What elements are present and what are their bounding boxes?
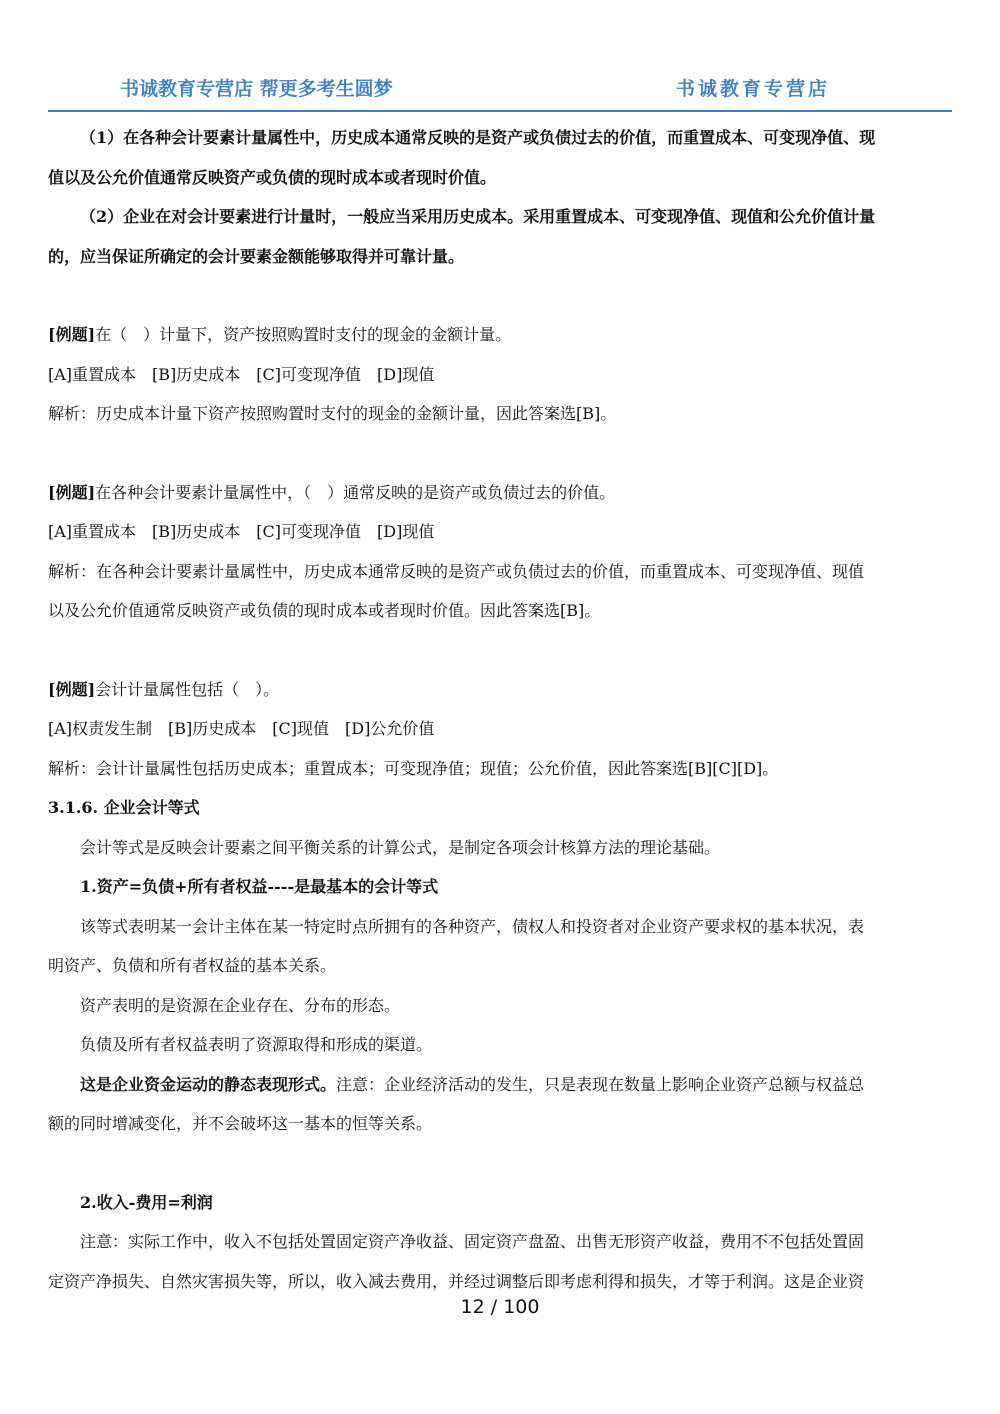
equation-2-para-1a: 注意：实际工作中，收入不包括处置固定资产净收益、固定资产盘盈、出售无形资产收益，费用不不包括处置固 (80, 1232, 865, 1251)
section-intro: 会计等式是反映会计要素之间平衡关系的计算公式，是制定各项会计核算方法的理论基础。 (80, 837, 721, 857)
example-3-question: [例题]会计计量属性包括（ ）。 (48, 679, 280, 699)
equation-2-heading: 2.收入-费用=利润 (80, 1192, 213, 1212)
example-1-options: [A]重置成本 [B]历史成本 [C]可变现净值 [D]现值 (48, 364, 435, 384)
example-1-question: [例题]在（ ）计量下，资产按照购置时支付的现金的金额计量。 (48, 325, 512, 344)
equation-1-para-4b: 额的同时增减变化，并不会破坏这一基本的恒等关系。 (48, 1114, 433, 1133)
header-right-title: 书诚教育专营店 (676, 78, 831, 100)
page-content (48, 118, 952, 1301)
equation-1-para-4a: 这是企业资金运动的静态表现形式。注意：企业经济活动的发生，只是表现在数量上影响企业资产总额与权益总 (80, 1074, 865, 1094)
equation-1-para-1b: 明资产、负债和所有者权益的基本关系。 (48, 956, 337, 975)
example-2-options: [A]重置成本 [B]历史成本 [C]可变现净值 [D]现值 (48, 522, 435, 541)
example-2-answer-b: 以及公允价值通常反映资产或负债的现时成本或者现时价值。因此答案选[B]。 (48, 601, 601, 620)
equation-1-heading: 1.资产=负债+所有者权益----是最基本的会计等式 (80, 877, 439, 896)
equation-2-para-1b: 定资产净损失、自然灾害损失等，所以，收入减去费用，并经过调整后即考虑利得和损失，才等于利润。这是企业资 (48, 1271, 865, 1291)
equation-1-para-1a: 该等式表明某一会计主体在某一特定时点所拥有的各种资产，债权人和投资者对企业资产要求权的基本状况，表 (80, 916, 865, 936)
page-number: 12 / 100 (460, 1296, 540, 1318)
example-1-answer: 解析：历史成本计量下资产按照购置时支付的现金的金额计量，因此答案选[B]。 (48, 404, 617, 423)
example-2-answer-a: 解析：在各种会计要素计量属性中，历史成本通常反映的是资产或负债过去的价值，而重置成本、可变现净值、现值 (48, 561, 865, 581)
paragraph-1b: 值以及公允价值通常反映资产或负债的现时成本或者现时价值。 (48, 167, 497, 187)
equation-1-para-2: 资产表明的是资源在企业存在、分布的形态。 (80, 995, 401, 1015)
paragraph-2b: 的，应当保证所确定的会计要素金额能够取得并可靠计量。 (48, 246, 465, 266)
header-left-title: 书诚教育专营店 帮更多考生圆梦 (120, 78, 393, 100)
example-3-answer: 解析：会计计量属性包括历史成本；重置成本；可变现净值；现值；公允价值，因此答案选[B][C][D]。 (48, 758, 779, 778)
paragraph-2a: （2）企业在对会计要素进行计量时，一般应当采用历史成本。采用重置成本、可变现净值、现值和公允价值计量 (80, 207, 876, 226)
paragraph-1a: （1）在各种会计要素计量属性中，历史成本通常反映的是资产或负债过去的价值，而重置成本、可变现净值、现 (80, 128, 876, 147)
equation-1-para-3: 负债及所有者权益表明了资源取得和形成的渠道。 (80, 1035, 433, 1054)
section-title: 3.1.6. 企业会计等式 (48, 798, 200, 817)
example-2-question: [例题]在各种会计要素计量属性中，（ ）通常反映的是资产或负债过去的价值。 (48, 482, 616, 502)
header-divider (48, 110, 952, 112)
example-3-options: [A]权责发生制 [B]历史成本 [C]现值 [D]公允价值 (48, 719, 435, 738)
